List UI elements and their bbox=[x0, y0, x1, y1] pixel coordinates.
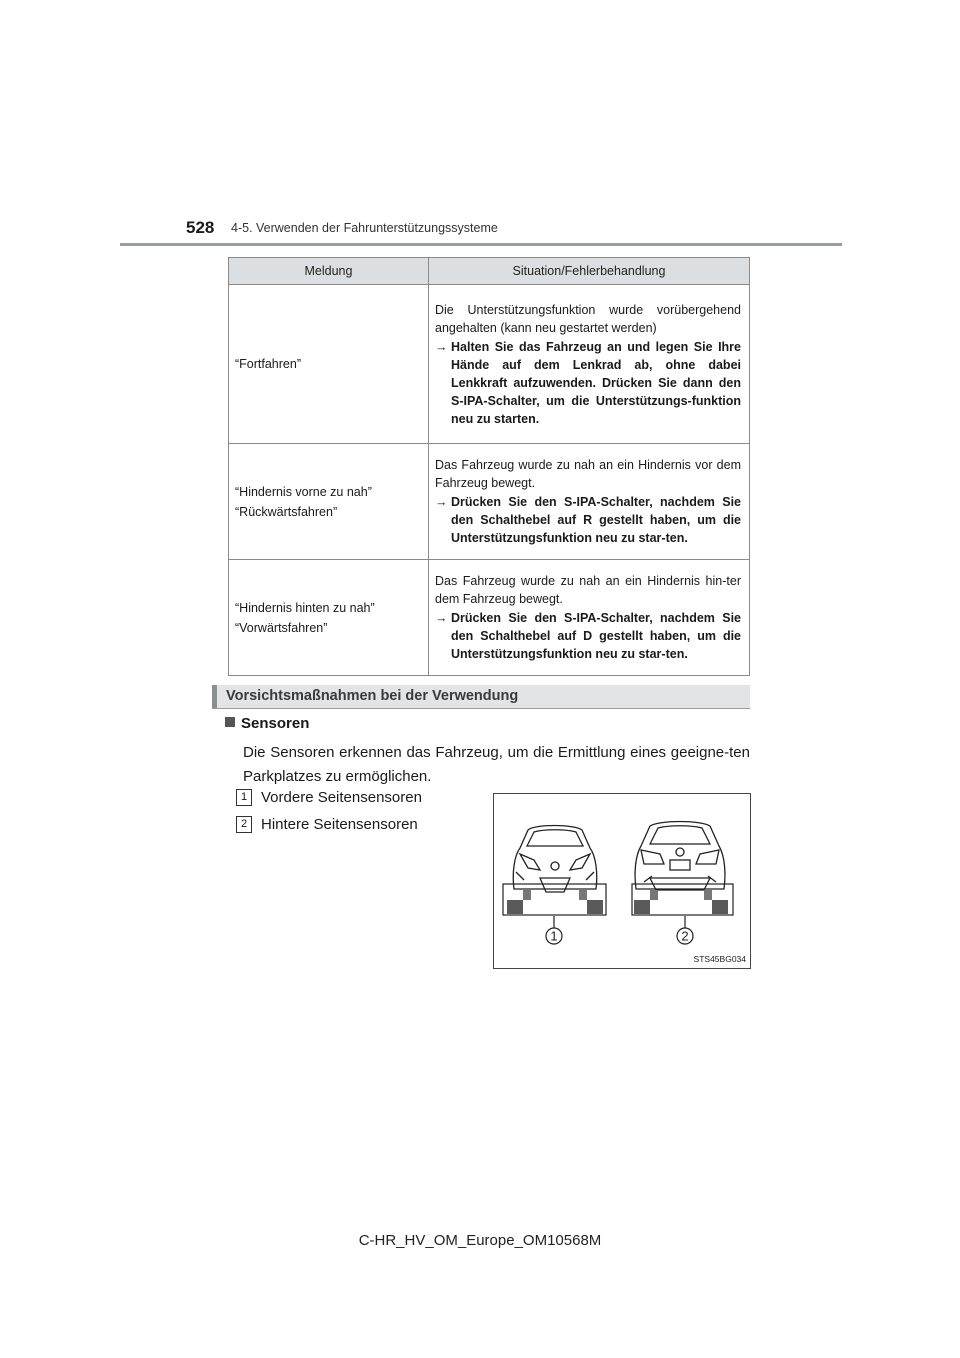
header-divider bbox=[120, 243, 842, 246]
sensor-illustration bbox=[493, 793, 751, 969]
situation-text: Das Fahrzeug wurde zu nah an ein Hindernis vor dem Fahrzeug bewegt. bbox=[435, 458, 741, 490]
message-cell bbox=[229, 444, 429, 560]
action-text: Drücken Sie den S-IPA-Schalter, nachdem Sie den Schalthebel auf R gestellt haben, um die Unterstützungsfunktion neu zu star-ten. bbox=[451, 495, 741, 545]
table-row bbox=[229, 560, 750, 676]
table-header-row bbox=[229, 258, 750, 285]
arrow-icon: → bbox=[435, 611, 448, 625]
situation-cell bbox=[429, 560, 750, 676]
callout-label-1: 1 bbox=[550, 928, 558, 944]
col-header-situation: Situation/Fehlerbehandlung bbox=[429, 258, 750, 285]
message-text: “Rückwärtsfahren” bbox=[235, 504, 338, 519]
number-badge: 2 bbox=[236, 816, 252, 833]
legend-item bbox=[236, 789, 422, 806]
callout-label-2: 2 bbox=[681, 928, 689, 944]
body-paragraph: Die Sensoren erkennen das Fahrzeug, um die Ermittlung eines geeigne-ten Parkplatzes zu ermöglichen. bbox=[243, 744, 750, 785]
action-text: Drücken Sie den S-IPA-Schalter, nachdem Sie den Schalthebel auf D gestellt haben, um die Unterstützungsfunktion neu zu star-ten. bbox=[451, 611, 741, 661]
rear-car-icon bbox=[635, 822, 725, 891]
arrow-icon: → bbox=[435, 495, 448, 509]
situation-cell bbox=[429, 444, 750, 560]
arrow-icon: → bbox=[435, 339, 448, 354]
section-accent bbox=[212, 685, 217, 708]
message-text: “Fortfahren” bbox=[235, 357, 301, 371]
situation-cell bbox=[429, 285, 750, 444]
document-id: C-HR_HV_OM_Europe_OM10568M bbox=[358, 1232, 602, 1249]
legend-item bbox=[236, 816, 418, 833]
message-cell bbox=[229, 285, 429, 444]
situation-text: Die Unterstützungsfunktion wurde vorübergehend angehalten (kann neu gestartet werden) bbox=[435, 302, 741, 335]
sub-heading bbox=[225, 715, 309, 732]
sub-heading-text: Sensoren bbox=[241, 715, 310, 732]
action-text: Halten Sie das Fahrzeug an und legen Sie Ihre Hände auf dem Lenkrad ab, ohne dabei Lenkkraft aufzuwenden. Drücken Sie dann den S-IPA-Schalter, um die Unterstützungs-funktion neu zu starten. bbox=[451, 339, 741, 426]
page-number: 528 bbox=[186, 218, 215, 237]
legend-label: Hintere Seitensensoren bbox=[261, 816, 418, 833]
message-table bbox=[228, 257, 750, 676]
square-bullet-icon bbox=[225, 717, 235, 727]
message-cell bbox=[229, 560, 429, 676]
action-item bbox=[435, 609, 741, 663]
section-heading-bar bbox=[212, 685, 750, 709]
table-row bbox=[229, 444, 750, 560]
action-item bbox=[435, 493, 741, 547]
rear-sensor-zones bbox=[634, 890, 728, 914]
figure-code: STS45BG034 bbox=[693, 954, 746, 964]
legend-label: Vordere Seitensensoren bbox=[261, 789, 422, 806]
message-text: “Vorwärtsfahren” bbox=[235, 620, 328, 635]
car-sensor-diagram bbox=[494, 794, 750, 968]
action-item bbox=[435, 338, 741, 428]
table-row bbox=[229, 285, 750, 444]
section-title: Vorsichtsmaßnahmen bei der Verwendung bbox=[226, 688, 519, 704]
front-sensor-zones bbox=[507, 890, 603, 914]
message-text: “Hindernis hinten zu nah” bbox=[235, 600, 375, 615]
message-text: “Hindernis vorne zu nah” bbox=[235, 484, 372, 499]
col-header-message: Meldung bbox=[229, 258, 429, 285]
situation-text: Das Fahrzeug wurde zu nah an ein Hindernis hin-ter dem Fahrzeug bewegt. bbox=[435, 574, 741, 606]
chapter-title: 4-5. Verwenden der Fahrunterstützungssysteme bbox=[231, 221, 498, 235]
number-badge: 1 bbox=[236, 789, 252, 806]
front-car-icon bbox=[513, 826, 597, 893]
